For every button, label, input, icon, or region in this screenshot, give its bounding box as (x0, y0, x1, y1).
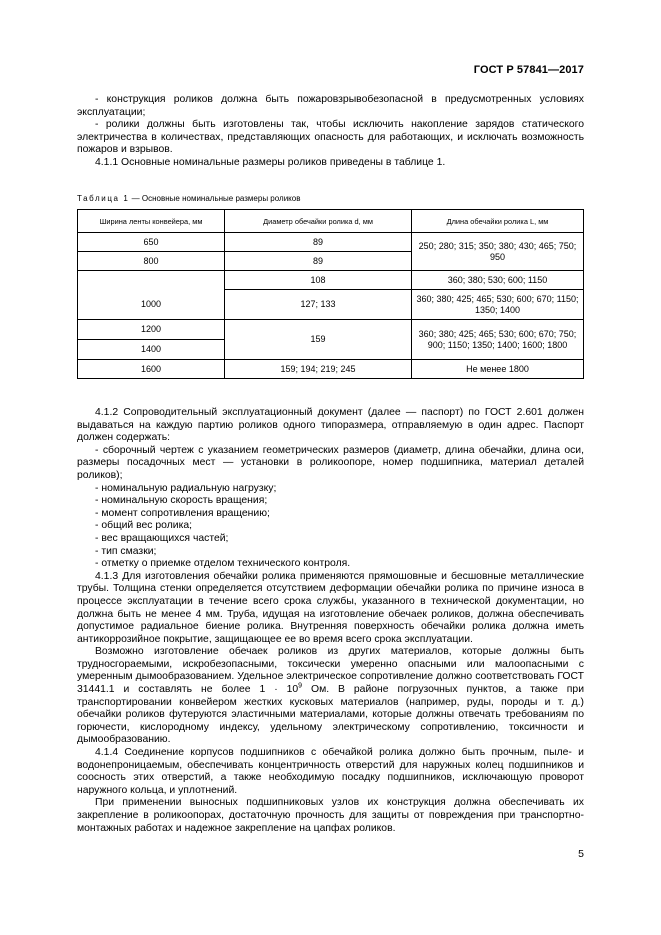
list-item: - отметку о приемке отделом технического контроля. (95, 558, 351, 570)
table-cell: 108 (225, 271, 412, 290)
table-cell-empty (78, 271, 225, 290)
table-cell: 127; 133 (225, 290, 412, 320)
table-cell: 360; 380; 425; 465; 530; 600; 670; 750; 900; 1150; 1350; 1400; 1600; 1800 (412, 320, 584, 360)
table-row (78, 290, 584, 320)
requirement-fireproof: - конструкция роликов должна быть пожаровзрывобезопасной в предусмотренных условиях эксплуатации; (77, 94, 584, 118)
header-belt-width: Ширина ленты конвейера, мм (78, 210, 225, 233)
table-caption (77, 194, 300, 203)
list-item: - общий вес ролика; (95, 520, 193, 532)
table-row (78, 360, 584, 379)
roller-dimensions-table (77, 209, 584, 379)
table-cell: 1200 (78, 320, 225, 340)
table-cell: Не менее 1800 (412, 360, 584, 379)
table-cell: 1400 (78, 340, 225, 360)
resistance-text-b: Ом. В районе погрузочных пунктов, а также при транспортировании конвейером жестких кусковых материалов (например, руды, породы и т. д.) обечайки роликов футеруются эластичными материалами, которые должны отвечать требованиям по горючести, кислородному индексу, удельному электрическому сопротивлению, токсичности и дымообразованию. (77, 684, 584, 746)
table-header-row (78, 210, 584, 233)
table-caption-label: Таблица 1 (77, 194, 130, 203)
bearing-units-paragraph: При применении выносных подшипниковых узлов их конструкция должна обеспечивать их закрепление в роликоопорах, достаточную прочность для защиты от повреждения при транспортно-монтажных работах и надежное закрепление на цапфах роликов. (77, 797, 584, 834)
page-number: 5 (578, 848, 584, 860)
alternative-materials-paragraph (77, 646, 584, 747)
table-cell: 650 (78, 233, 225, 252)
table-row (78, 233, 584, 252)
clause-4-1-2: 4.1.2 Сопроводительный эксплуатационный документ (далее — паспорт) по ГОСТ 2.601 должен выдаваться на каждую партию роликов одного типоразмера, отправляемую в один адрес. Паспорт должен содержать: (77, 407, 584, 444)
main-text-block (77, 407, 584, 835)
standard-number: ГОСТ Р 57841—2017 (473, 64, 584, 76)
clause-4-1-4: 4.1.4 Соединение корпусов подшипников с обечайкой ролика должно быть прочным, пыле- и водонепроницаемым, обеспечивать концентричность отверстий для наружных колец подшипников и соосность этих отверстий, а также необходимую посадку подшипников, исключающую проворот наружного кольца, и уплотнений. (77, 747, 584, 796)
table-cell: 89 (225, 233, 412, 252)
table-row (78, 320, 584, 340)
table-cell: 159 (225, 320, 412, 360)
list-item: - номинальную радиальную нагрузку; (95, 482, 277, 494)
header-shell-length: Длина обечайки ролика L, мм (412, 210, 584, 233)
table-row (78, 271, 584, 290)
table-cell: 89 (225, 252, 412, 271)
list-item: - вес вращающихся частей; (95, 532, 229, 544)
table-caption-text: — Основные номинальные размеры роликов (129, 194, 301, 203)
list-item: - тип смазки; (95, 545, 157, 557)
header-shell-diameter: Диаметр обечайки ролика d, мм (225, 210, 412, 233)
list-item: - номинальную скорость вращения; (95, 495, 268, 507)
table-cell: 159; 194; 219; 245 (225, 360, 412, 379)
table-cell: 1600 (78, 360, 225, 379)
requirement-static: - ролики должны быть изготовлены так, чтобы исключить накопление зарядов статического электричества в количествах, представляющих опасность для работающих, и исключать возможность пожаров и взрывов. (77, 119, 584, 156)
clause-4-1-3: 4.1.3 Для изготовления обечайки ролика применяются прямошовные и бесшовные металлические трубы. Толщина стенки определяется отсутствием деформации обечайки ролика по причине износа в процессе эксплуатации в течение всего срока службы, указанного в технической документации, но должна быть не менее 4 мм. Труба, идущая на изготовление обечаек роликов, должна обеспечивать допустимое радиальное биение ролика. Внутренняя поверхность обечайки ролика должна иметь антикоррозийное покрытие, защищающее ее во время всего срока эксплуатации. (77, 570, 584, 645)
list-item: - момент сопротивления вращению; (95, 507, 270, 519)
table-cell: 360; 380; 530; 600; 1150 (412, 271, 584, 290)
resistance-text-a: Возможно изготовление обечаек роликов из других материалов, которые должны быть трудносгораемыми, искробезопасными, токсически умеренно опасными или малоопасными с умеренным дымообразованием. Удельное электрическое сопротивление должно соответствовать ГОСТ 31441.1 и составлять не более 1 · 10 (77, 646, 584, 696)
intro-block (77, 94, 584, 170)
table-cell: 1000 (78, 290, 225, 320)
resistance-exponent: 9 (298, 682, 303, 690)
list-item: - сборочный чертеж с указанием геометрических размеров (диаметр, длина обечайки, длина оси, размеры посадочных мест — установки в роликоопоре, номер подшипника, материал деталей роликов); (77, 444, 584, 481)
table-cell: 250; 280; 315; 350; 380; 430; 465; 750; 950 (412, 233, 584, 271)
table-cell: 800 (78, 252, 225, 271)
table-cell: 360; 380; 425; 465; 530; 600; 670; 1150; 1350; 1400 (412, 290, 584, 320)
clause-4-1-1: 4.1.1 Основные номинальные размеры роликов приведены в таблице 1. (95, 156, 446, 168)
